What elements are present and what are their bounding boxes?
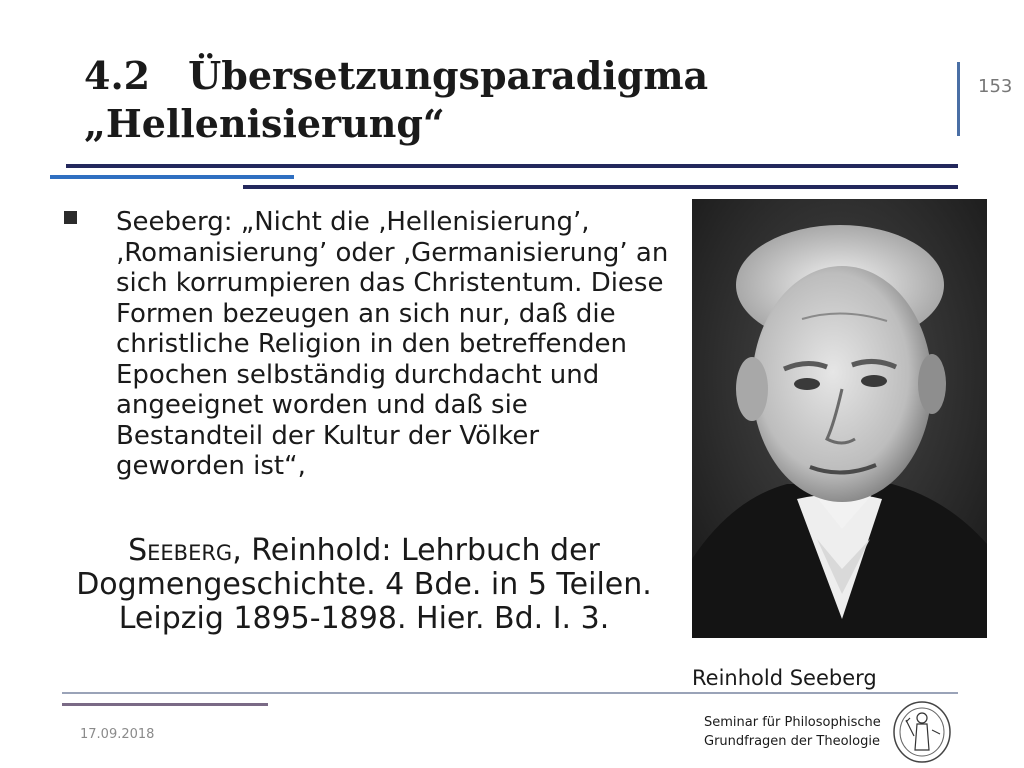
institution-name <box>704 713 881 751</box>
citation <box>62 534 666 636</box>
portrait-photo <box>692 199 987 638</box>
footer-rule <box>62 692 958 694</box>
square-bullet-icon <box>64 211 77 224</box>
slide-title <box>84 52 944 148</box>
header-rule-bottom <box>243 185 958 189</box>
header-rule-top <box>66 164 958 168</box>
header-rule-accent <box>50 175 294 179</box>
title-divider <box>957 62 960 136</box>
footer-date: 17.09.2018 <box>80 727 155 742</box>
institution-line-1: Seminar für Philosophische <box>704 715 881 730</box>
citation-author: Seeberg <box>128 533 233 568</box>
quote-text: Seeberg: „Nicht die ‚Hellenisierung’, ‚Romanisierung’ oder ‚Germanisierung’ an sich korrumpieren das Christentum. Diese Formen bezeugen an sich nur, daß die christliche Religion in den betreffenden Epochen selbständig durchdacht und angeeignet worden und daß sie Bestandteil der Kultur der Völker geworden ist“, <box>116 207 669 481</box>
citation-details: , Reinhold: Lehrbuch der Dogmengeschichte. 4 Bde. in 5 Teilen. Leipzig 1895-1898. Hier. Bd. I. 3. <box>76 533 652 636</box>
institution-line-2: Grundfragen der Theologie <box>704 734 880 749</box>
slide-title-line-2: „Hellenisierung“ <box>84 101 445 146</box>
university-seal-icon <box>892 700 952 764</box>
photo-caption: Reinhold Seeberg <box>692 666 877 690</box>
page-number: 153 <box>978 76 1013 97</box>
footer-accent-rule <box>62 703 268 706</box>
slide-title-line-1: 4.2 Übersetzungsparadigma <box>84 53 709 98</box>
